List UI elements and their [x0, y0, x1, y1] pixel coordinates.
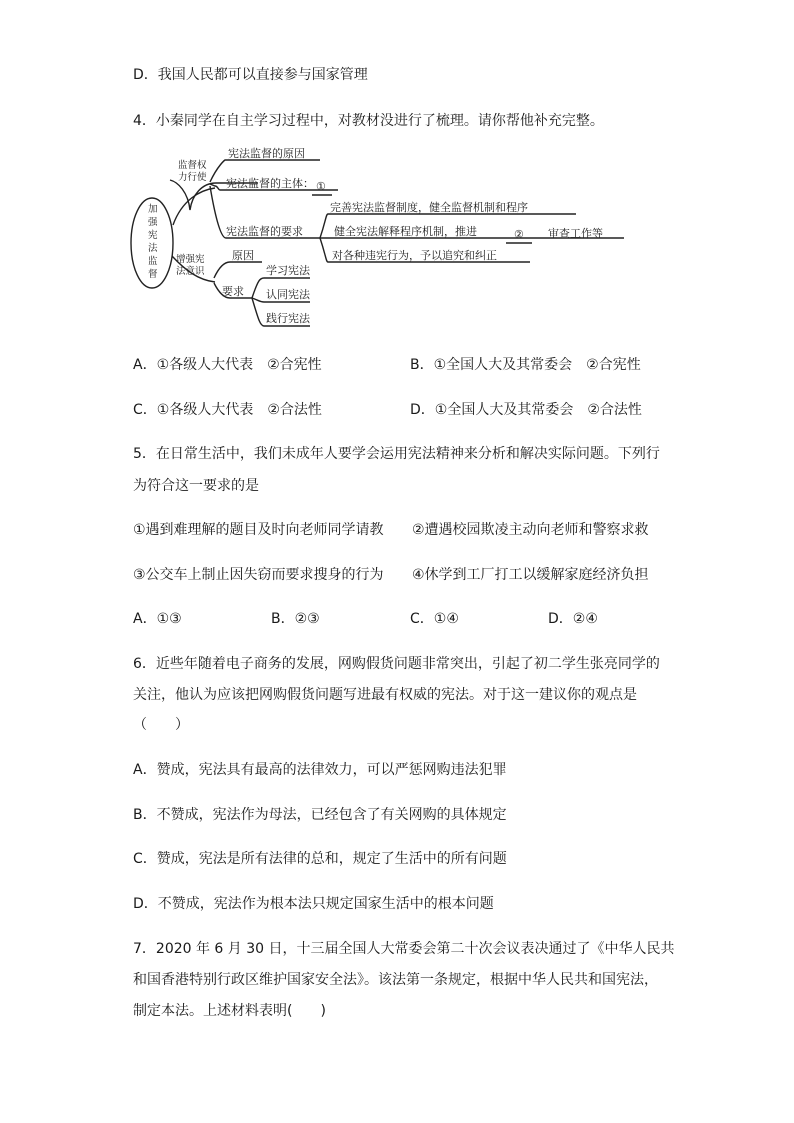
- mm-blank1: ①: [316, 180, 326, 193]
- q5-item-1: ①遇到难理解的题目及时向老师同学请教: [133, 522, 384, 538]
- q6-option-c: C．赞成，宪法是所有法律的总和，规定了生活中的所有问题: [133, 851, 507, 867]
- q4-option-d: D．①全国人大及其常委会 ②合法性: [410, 402, 642, 418]
- q5-stem-line2: 为符合这一要求的是: [133, 478, 259, 494]
- mm-requirement: 宪法监督的要求: [226, 225, 303, 238]
- q5-option-a: A．①③: [133, 611, 182, 627]
- mm-branch-power-2: 力行使: [178, 172, 207, 183]
- q5-stem-line1: 5．在日常生活中，我们未成年人要学会运用宪法精神来分析和解决实际问题。下列行: [133, 446, 660, 462]
- q3-option-d: D．我国人民都可以直接参与国家管理: [133, 67, 368, 83]
- mm-reason: 宪法监督的原因: [228, 147, 305, 160]
- q6-option-b: B．不赞成，宪法作为母法，已经包含了有关网购的具体规定: [133, 807, 507, 823]
- mm-branch-strengthen-1: 增强宪: [176, 254, 205, 265]
- mm-d3: 践行宪法: [266, 312, 310, 325]
- mm-blank2: ②: [514, 228, 524, 241]
- q6-stem-line2: 关注，他认为应该把网购假货问题写进最有权威的宪法。对于这一建议你的观点是: [133, 687, 637, 703]
- mm-branch-power-1: 监督权: [178, 160, 207, 171]
- q5-option-b: B．②③: [271, 611, 320, 627]
- q6-stem-line3: （ ）: [133, 717, 189, 733]
- mm-center-3: 宪: [148, 230, 158, 241]
- mm-req2-pre: 健全宪法解释程序机制，推进: [334, 225, 477, 238]
- q5-item-3: ③公交车上制止因失窃而要求搜身的行为: [133, 567, 384, 583]
- mm-req1: 完善宪法监督制度，健全监督机制和程序: [330, 201, 528, 214]
- mm-req3: 对各种违宪行为，予以追究和纠正: [332, 249, 497, 262]
- mm-center-6: 督: [148, 269, 158, 280]
- mm-center-5: 监: [148, 256, 158, 267]
- q5-item-2: ②遭遇校园欺凌主动向老师和警察求救: [412, 522, 649, 538]
- mm-req2-post: 审查工作等: [548, 227, 603, 240]
- mm-branch-strengthen-2: 法意识: [176, 266, 205, 277]
- q4-option-b: B．①全国人大及其常委会 ②合宪性: [410, 357, 641, 373]
- q4-option-c: C．①各级人大代表 ②合法性: [133, 402, 322, 418]
- mm-center-1: 加: [148, 204, 158, 215]
- mm-subject: 宪法监督的主体：: [226, 177, 314, 190]
- mm-d2: 认同宪法: [266, 288, 310, 301]
- mm-center-4: 法: [148, 243, 158, 254]
- q6-option-d: D．不赞成，宪法作为根本法只规定国家生活中的根本问题: [133, 896, 494, 912]
- q6-stem-line1: 6．近些年随着电子商务的发展，网购假货问题非常突出，引起了初二学生张亮同学的: [133, 656, 660, 672]
- mm-cause: 原因: [232, 249, 254, 262]
- q6-option-a: A．赞成，宪法具有最高的法律效力，可以严惩网购违法犯罪: [133, 762, 507, 778]
- q5-option-d: D．②④: [548, 611, 598, 627]
- mind-map: [130, 140, 630, 340]
- q4-option-a: A．①各级人大代表 ②合宪性: [133, 357, 322, 373]
- mm-center-2: 强: [148, 217, 158, 228]
- q7-stem-line1: 7．2020 年 6 月 30 日，十三届全国人大常委会第二十次会议表决通过了《中华人民共: [133, 941, 675, 957]
- q5-option-c: C．①④: [410, 611, 459, 627]
- mm-d1: 学习宪法: [266, 264, 310, 277]
- q5-item-4: ④休学到工厂打工以缓解家庭经济负担: [412, 567, 649, 583]
- q7-stem-line2: 和国香港特别行政区维护国家安全法》。该法第一条规定，根据中华人民共和国宪法，: [133, 972, 658, 988]
- mm-demand: 要求: [222, 285, 244, 298]
- q7-stem-line3: 制定本法。上述材料表明( ): [133, 1003, 326, 1019]
- q4-stem: 4．小秦同学在自主学习过程中，对教材没进行了梳理。请你帮他补充完整。: [133, 113, 604, 129]
